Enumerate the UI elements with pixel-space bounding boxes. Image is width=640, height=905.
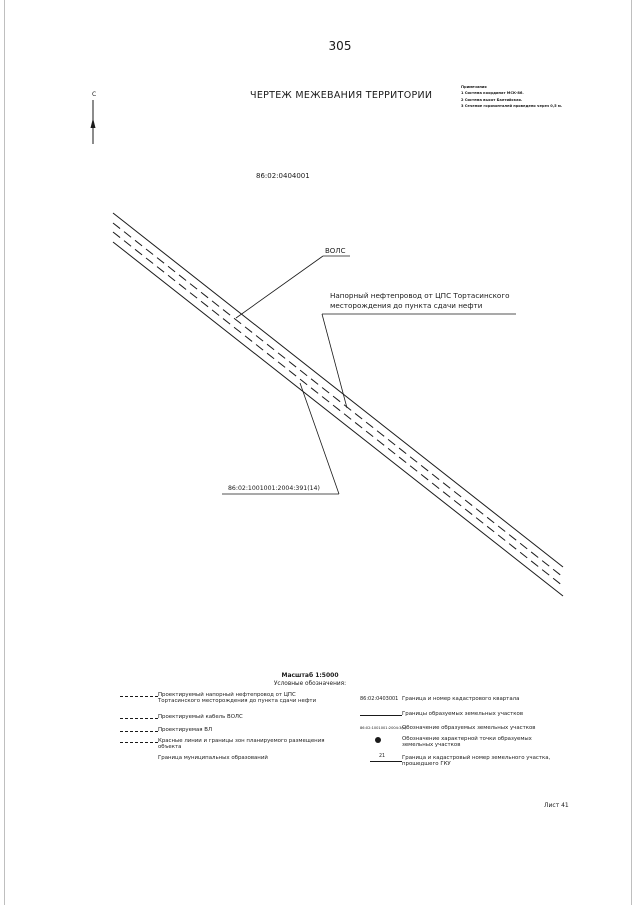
legend-symbol-dash (120, 692, 158, 700)
vols-leader-line (236, 256, 323, 318)
legend-text: Обозначение образуемых земельных участков (402, 725, 536, 731)
legend-item-pipeline (120, 692, 334, 705)
scale-label: Масштаб 1:5000 (281, 672, 339, 679)
legend-item-vols (120, 714, 348, 722)
legend-symbol-dash (120, 727, 158, 735)
pipeline-route (113, 232, 563, 586)
legend-symbol-code: 86:02:0403001 (360, 696, 399, 702)
note-item: 1 Система координат МСК-86. (461, 91, 524, 96)
pipeline-label-line1: Напорный нефтепровод от ЦПС Тортасинского (330, 291, 510, 300)
note-item: 3 Сечение горизонталей проведено через 0,5 м. (461, 104, 563, 109)
legend-symbol-line (360, 711, 402, 719)
legend-text: Проектируемый напорный нефтепровод от ЦПС Тортасинского месторождения до пункта сдачи нефти (158, 692, 317, 705)
legend-item-red-lines (120, 738, 338, 751)
legend-title: Условные обозначения: (273, 681, 347, 687)
legend-symbol-dashdot (120, 738, 158, 746)
legend-text: Границы образуемых земельных участков (402, 711, 524, 717)
legend-text: Проектируемый кабель ВОЛС (158, 714, 243, 720)
legend-item-parcel-boundary (360, 711, 552, 719)
legend-text: Граница и номер кадастрового квартала (402, 696, 520, 702)
legend-text: Граница муниципальных образований (158, 755, 268, 761)
legend-item-registered-parcel (360, 755, 552, 768)
notes-heading: Примечания (461, 85, 487, 89)
north-label: С (92, 91, 97, 98)
parcel-leader-line (300, 383, 339, 494)
point-icon (360, 736, 402, 744)
pipeline-label-line2: месторождения до пункта сдачи нефти (330, 301, 483, 310)
legend-item-parcel-code (360, 725, 552, 733)
vols-label: ВОЛС (325, 247, 346, 255)
parcel-label: 86:02:1001001:2004:391(14) (228, 485, 320, 492)
cadastral-quarter-label: 86:02:0404001 (256, 172, 310, 180)
legend-text: Граница и кадастровый номер земельного участка, прошедшего ГКУ (402, 755, 551, 768)
legend-symbol-none (120, 755, 158, 763)
legend-text: Обозначение характерной точки образуемых земельных участков (402, 736, 532, 749)
legend-item-point (360, 736, 552, 749)
note-item: 2 Система высот Балтийская. (461, 97, 523, 102)
legend-text: Красные линии и границы зон планируемого размещения объекта (158, 738, 325, 751)
legend-symbol-dash (120, 714, 158, 722)
sheet-number: Лист 41 (544, 802, 569, 809)
vols-route (113, 223, 563, 577)
legend-item-quarter (360, 696, 552, 704)
corridor-boundary-upper (113, 213, 563, 567)
page-number: 305 (328, 39, 352, 53)
page-title: ЧЕРТЕЖ МЕЖЕВАНИЯ ТЕРРИТОРИИ (250, 90, 433, 101)
legend-item-power-line (120, 727, 348, 735)
legend-symbol-code: 86:02:1001001:2004:3(n) (360, 726, 407, 730)
legend-text: Проектируемая ВЛ (158, 727, 212, 733)
pipeline-leader-line (322, 314, 347, 408)
legend-item-municipal-border (120, 755, 348, 763)
legend-symbol-num: 21 (360, 755, 402, 763)
